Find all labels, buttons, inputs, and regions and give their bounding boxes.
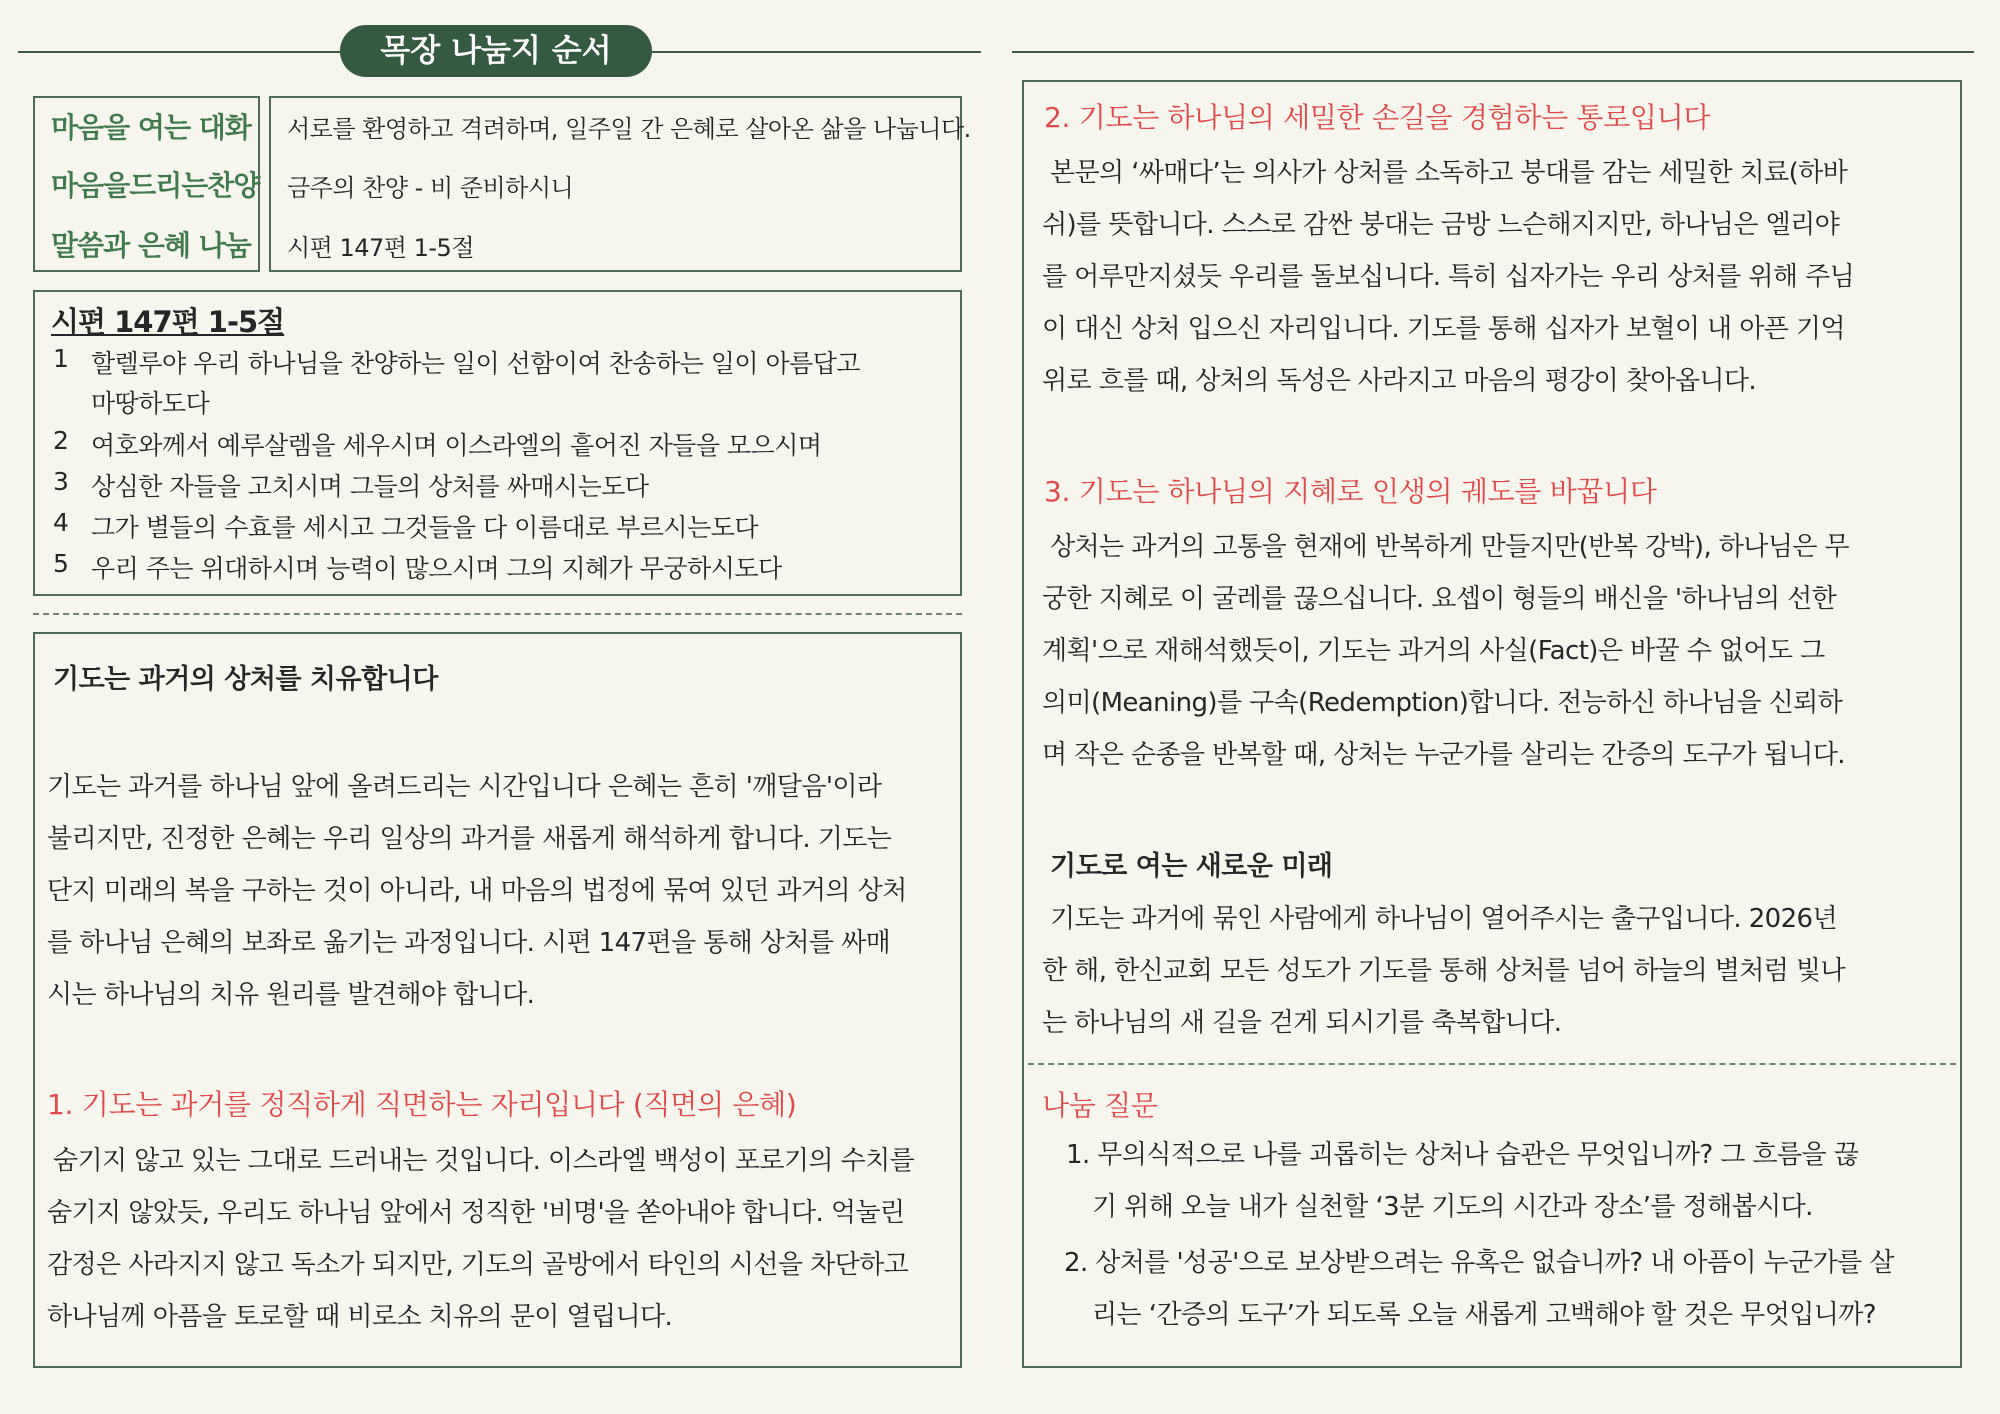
- order-detail-word: 시편 147편 1-5절: [287, 234, 475, 262]
- verse-text: 우리 주는 위대하시며 능력이 많으시며 그의 지혜가 무궁하시도다: [91, 554, 782, 583]
- point1-line: 숨기지 않고 있는 그대로 드러내는 것입니다. 이스라엘 백성이 포로기의 수치를: [53, 1146, 915, 1176]
- order-label-talk: 마음을 여는 대화: [51, 111, 251, 144]
- order-label-praise: 마음을드리는찬양: [51, 169, 260, 202]
- point2-line: 쉬)를 뜻합니다. 스스로 감싼 붕대는 금방 느슨해지지만, 하나님은 엘리야: [1042, 210, 1840, 240]
- sermon-intro-line: 단지 미래의 복을 구하는 것이 아니라, 내 마음의 법정에 묶여 있던 과거의 상처: [47, 876, 907, 906]
- point1-title: 1. 기도는 과거를 정직하게 직면하는 자리입니다 (직면의 은혜): [47, 1088, 797, 1121]
- point3-line: 며 작은 순종을 반복할 때, 상처는 누군가를 살리는 간증의 도구가 됩니다.: [1042, 740, 1845, 770]
- order-details-box: [269, 96, 971, 272]
- point2-line: 를 어루만지셨듯 우리를 돌보십니다. 특히 십자가는 우리 상처를 위해 주님: [1042, 262, 1855, 292]
- point2-line: 본문의 ‘싸매다’는 의사가 상처를 소독하고 붕대를 감는 세밀한 치료(하바: [1050, 158, 1848, 188]
- verse-text: 마땅하도다: [91, 389, 210, 418]
- conclusion-line: 는 하나님의 새 길을 걷게 되시기를 축복합니다.: [1042, 1008, 1562, 1038]
- question-line: 기 위해 오늘 내가 실천할 ‘3분 기도의 시간과 장소’를 정해봅시다.: [1092, 1192, 1813, 1222]
- verse-text: 상심한 자들을 고치시며 그들의 상처를 싸매시는도다: [91, 472, 649, 501]
- scripture-box: [33, 290, 962, 596]
- point1-line: 숨기지 않았듯, 우리도 하나님 앞에서 정직한 '비명'을 쏟아내야 합니다. 억눌린: [47, 1198, 905, 1228]
- question-line: 2. 상처를 '성공'으로 보상받으려는 유혹은 없습니까? 내 아픔이 누군가를 살: [1064, 1248, 1894, 1278]
- point2-title: 2. 기도는 하나님의 세밀한 손길을 경험하는 통로입니다: [1044, 101, 1711, 134]
- sermon-intro-line: 불리지만, 진정한 은혜는 우리 일상의 과거를 새롭게 해석하게 합니다. 기도는: [47, 824, 892, 854]
- conclusion-title: 기도로 여는 새로운 미래: [1050, 851, 1333, 882]
- questions-title: 나눔 질문: [1042, 1089, 1158, 1122]
- order-detail-praise: 금주의 찬양 - 비 준비하시니: [287, 174, 574, 202]
- sermon-intro-line: 를 하나님 은혜의 보좌로 옮기는 과정입니다. 시편 147편을 통해 상처를 싸매: [47, 928, 891, 958]
- point3-line: 의미(Meaning)를 구속(Redemption)합니다. 전능하신 하나님을 신뢰하: [1042, 688, 1843, 718]
- scripture-title: 시편 147편 1-5절: [51, 305, 285, 339]
- order-label-word: 말씀과 은혜 나눔: [51, 229, 251, 262]
- question-line: 1. 무의식적으로 나를 괴롭히는 상처나 습관은 무엇입니까? 그 흐름을 끊: [1066, 1140, 1859, 1170]
- verse-number: 4: [53, 508, 69, 537]
- question-line: 리는 ‘간증의 도구’가 되도록 오늘 새롭게 고백해야 할 것은 무엇입니까?: [1092, 1300, 1876, 1330]
- point2-line: 이 대신 상처 입으신 자리입니다. 기도를 통해 십자가 보혈이 내 아픈 기억: [1042, 314, 1845, 344]
- conclusion-line: 기도는 과거에 묶인 사람에게 하나님이 열어주시는 출구입니다. 2026년: [1050, 904, 1838, 934]
- point3-title: 3. 기도는 하나님의 지혜로 인생의 궤도를 바꿉니다: [1044, 475, 1657, 508]
- sermon-intro-line: 시는 하나님의 치유 원리를 발견해야 합니다.: [47, 980, 535, 1010]
- verse-number: 3: [53, 467, 69, 496]
- sermon-intro-line: 기도는 과거를 하나님 앞에 올려드리는 시간입니다 은혜는 흔히 '깨달음'이라: [47, 772, 882, 802]
- sermon-title: 기도는 과거의 상처를 치유합니다: [53, 664, 438, 695]
- verse-text: 그가 별들의 수효를 세시고 그것들을 다 이름대로 부르시는도다: [91, 513, 759, 542]
- verse-number: 2: [53, 426, 69, 455]
- point3-line: 계획'으로 재해석했듯이, 기도는 과거의 사실(Fact)은 바꿀 수 없어도 그: [1042, 636, 1825, 666]
- divider-right: [1028, 1063, 1956, 1065]
- verse-text: 할렐루야 우리 하나님을 찬양하는 일이 선함이여 찬송하는 일이 아름답고: [91, 349, 861, 378]
- sermon-box: [33, 632, 962, 1368]
- order-detail-talk: 서로를 환영하고 격려하며, 일주일 간 은혜로 살아온 삶을 나눕니다.: [287, 115, 971, 143]
- point3-line: 상처는 과거의 고통을 현재에 반복하게 만들지만(반복 강박), 하나님은 무: [1050, 532, 1850, 562]
- sermon-box-right: [1022, 80, 1962, 1368]
- conclusion-line: 한 해, 한신교회 모든 성도가 기도를 통해 상처를 넘어 하늘의 별처럼 빛나: [1042, 956, 1845, 986]
- point3-line: 궁한 지혜로 이 굴레를 끊으십니다. 요셉이 형들의 배신을 '하나님의 선한: [1042, 584, 1837, 614]
- verse-number: 5: [53, 549, 69, 578]
- divider-left: [33, 613, 962, 615]
- verse-number: 1: [53, 344, 69, 373]
- order-labels-box: [33, 96, 260, 272]
- verse-text: 여호와께서 예루살렘을 세우시며 이스라엘의 흩어진 자들을 모으시며: [91, 431, 822, 460]
- point1-line: 하나님께 아픔을 토로할 때 비로소 치유의 문이 열립니다.: [47, 1302, 673, 1332]
- page-title: 목장 나눔지 순서: [340, 25, 652, 77]
- point1-line: 감정은 사라지지 않고 독소가 되지만, 기도의 골방에서 타인의 시선을 차단하고: [47, 1250, 909, 1280]
- point2-line: 위로 흐를 때, 상처의 독성은 사라지고 마음의 평강이 찾아옵니다.: [1042, 366, 1757, 396]
- header-rule-right: [1012, 51, 1974, 53]
